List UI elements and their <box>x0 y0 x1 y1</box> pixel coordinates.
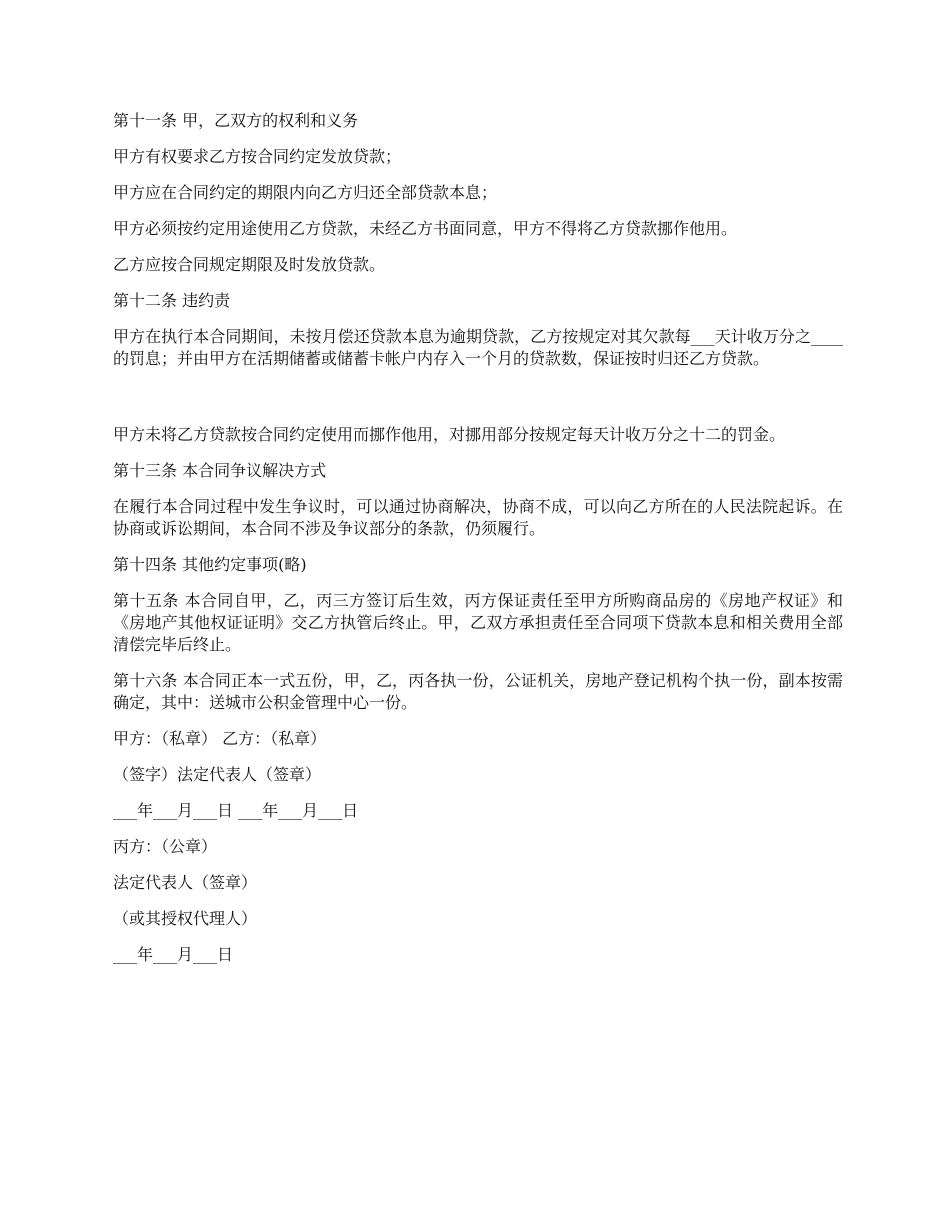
article-12-paragraph-1: 甲方在执行本合同期间，未按月偿还贷款本息为逾期贷款，乙方按规定对其欠款每___天计收万分之____的罚息；并由甲方在活期储蓄或储蓄卡帐户内存入一个月的贷款数，保证按时归还乙方贷款。 <box>113 327 843 368</box>
article-11-paragraph-2: 甲方应在合同约定的期限内向乙方归还全部贷款本息； <box>113 183 498 202</box>
article-12-heading: 第十二条 违约责 <box>113 291 231 310</box>
signature-party-c-agent: （或其授权代理人） <box>113 909 258 928</box>
signature-representatives: （签字）法定代表人（签章） <box>113 765 322 784</box>
signature-date-c: ___年___月___日 <box>113 945 234 964</box>
signature-party-c: 丙方：（公章） <box>113 837 218 856</box>
article-13-paragraph-1: 在履行本合同过程中发生争议时，可以通过协商解决，协商不成，可以向乙方所在的人民法院起诉。在协商或诉讼期间，本合同不涉及争议部分的条款，仍须履行。 <box>113 497 843 538</box>
signature-dates-a-b: ___年___月___日 ___年___月___日 <box>113 801 359 820</box>
contract-page <box>113 110 843 980</box>
article-11-paragraph-3: 甲方必须按约定用途使用乙方贷款，未经乙方书面同意，甲方不得将乙方贷款挪作他用。 <box>113 219 738 238</box>
article-14-heading: 第十四条 其他约定事项(略) <box>113 555 307 574</box>
article-11-paragraph-4: 乙方应按合同规定期限及时发放贷款。 <box>113 255 386 274</box>
article-11-paragraph-1: 甲方有权要求乙方按合同约定发放贷款； <box>113 147 402 166</box>
article-12-paragraph-2: 甲方未将乙方贷款按合同约定使用而挪作他用，对挪用部分按规定每天计收万分之十二的罚金。 <box>113 425 786 444</box>
signature-party-c-representative: 法定代表人（签章） <box>113 873 258 892</box>
paragraph-gap <box>113 384 843 424</box>
article-16-text: 第十六条 本合同正本一式五份，甲，乙，丙各执一份，公证机关，房地产登记机构个执一份，副本按需确定，其中：送城市公积金管理中心一份。 <box>113 671 843 712</box>
signature-party-a-b: 甲方：（私章） 乙方：（私章） <box>113 729 327 748</box>
article-13-heading: 第十三条 本合同争议解决方式 <box>113 461 327 480</box>
article-11-heading: 第十一条 甲，乙双方的权利和义务 <box>113 111 359 130</box>
article-15-text: 第十五条 本合同自甲，乙，丙三方签订后生效，丙方保证责任至甲方所购商品房的《房地产权证》和《房地产其他权证证明》交乙方执管后终止。甲，乙双方承担责任至合同项下贷款本息和相关费用全部清偿完毕后终止。 <box>113 591 843 654</box>
